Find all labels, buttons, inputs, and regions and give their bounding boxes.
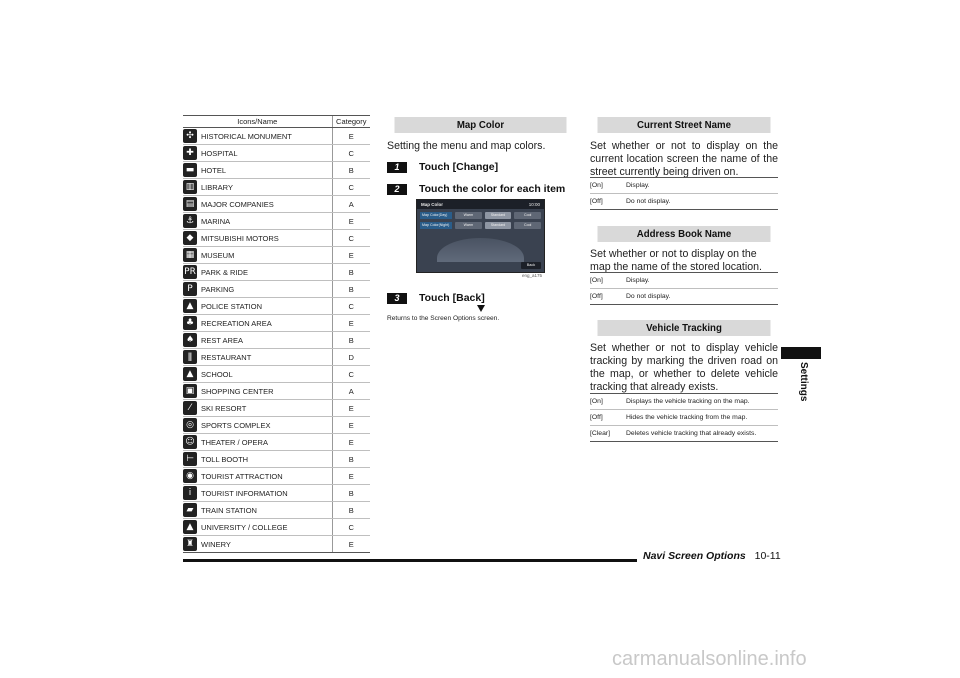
map-color-heading: Map Color bbox=[394, 117, 566, 133]
tourist-information-icon: i bbox=[183, 486, 197, 500]
poi-category: C bbox=[332, 519, 370, 536]
map-color-intro: Setting the menu and map colors. bbox=[387, 140, 546, 152]
historical-monument-icon: ✣ bbox=[183, 129, 197, 143]
poi-name: SPORTS COMPLEX bbox=[199, 417, 332, 434]
icon-cell bbox=[183, 400, 199, 417]
poi-icon-table bbox=[183, 115, 370, 553]
poi-category: E bbox=[332, 128, 370, 145]
tourist-attraction-icon: ◉ bbox=[183, 469, 197, 483]
poi-category: C bbox=[332, 230, 370, 247]
row-label: Map Color(Day) bbox=[420, 212, 452, 219]
icon-cell bbox=[183, 366, 199, 383]
poi-name: MITSUBISHI MOTORS bbox=[199, 230, 332, 247]
poi-category: B bbox=[332, 502, 370, 519]
step-2 bbox=[387, 183, 565, 195]
table-row bbox=[183, 383, 370, 400]
poi-category: E bbox=[332, 247, 370, 264]
poi-category: E bbox=[332, 417, 370, 434]
chapter-tab-marker bbox=[781, 347, 821, 359]
table-row bbox=[183, 434, 370, 451]
option-row bbox=[590, 426, 778, 442]
option-row bbox=[590, 178, 778, 194]
poi-name: WINERY bbox=[199, 536, 332, 553]
step-label: Touch [Change] bbox=[419, 161, 499, 173]
recreation-area-icon: ♣ bbox=[183, 316, 197, 330]
map-color-night-row bbox=[420, 221, 541, 229]
icon-cell bbox=[183, 230, 199, 247]
option-standard: Standard bbox=[485, 222, 512, 229]
poi-category: B bbox=[332, 332, 370, 349]
option-desc: Do not display. bbox=[626, 289, 778, 305]
step-1 bbox=[387, 161, 498, 173]
poi-name: THEATER / OPERA bbox=[199, 434, 332, 451]
map-color-day-row bbox=[420, 211, 541, 219]
step-number: 3 bbox=[387, 293, 407, 304]
parking-icon: P bbox=[183, 282, 197, 296]
table-row bbox=[183, 315, 370, 332]
table-row bbox=[183, 196, 370, 213]
icon-cell bbox=[183, 383, 199, 400]
option-row bbox=[590, 273, 778, 289]
poi-name: HOSPITAL bbox=[199, 145, 332, 162]
table-row bbox=[183, 128, 370, 145]
page-footer bbox=[643, 550, 781, 562]
icon-cell bbox=[183, 332, 199, 349]
header-icons-name: Icons/Name bbox=[183, 116, 332, 128]
chapter-tab bbox=[781, 360, 821, 400]
poi-name: RESTAURANT bbox=[199, 349, 332, 366]
step-number: 1 bbox=[387, 162, 407, 173]
poi-category: B bbox=[332, 485, 370, 502]
vehicle-tracking-options bbox=[590, 393, 778, 442]
poi-category: B bbox=[332, 281, 370, 298]
marina-icon: ⚓ bbox=[183, 214, 197, 228]
option-key: [Off] bbox=[590, 289, 626, 305]
footer-title: Navi Screen Options bbox=[643, 550, 746, 562]
option-key: [Clear] bbox=[590, 426, 626, 442]
poi-name: REST AREA bbox=[199, 332, 332, 349]
poi-name: MARINA bbox=[199, 213, 332, 230]
poi-category: B bbox=[332, 451, 370, 468]
step-number: 2 bbox=[387, 184, 407, 195]
screen-topbar bbox=[417, 200, 544, 209]
table-row bbox=[183, 485, 370, 502]
icon-cell bbox=[183, 213, 199, 230]
icon-cell bbox=[183, 349, 199, 366]
option-row bbox=[590, 194, 778, 210]
option-desc: Display. bbox=[626, 273, 778, 289]
hotel-icon: ▬ bbox=[183, 163, 197, 177]
option-warm: Warm bbox=[455, 212, 482, 219]
table-row bbox=[183, 332, 370, 349]
step-result-note: Returns to the Screen Options screen. bbox=[387, 315, 500, 322]
poi-category: B bbox=[332, 264, 370, 281]
option-desc: Displays the vehicle tracking on the map. bbox=[626, 394, 778, 410]
option-key: [Off] bbox=[590, 194, 626, 210]
icon-cell bbox=[183, 485, 199, 502]
arrow-down-icon bbox=[477, 305, 485, 312]
poi-name: TOURIST INFORMATION bbox=[199, 485, 332, 502]
poi-category: C bbox=[332, 179, 370, 196]
mitsubishi-motors-icon: ◆ bbox=[183, 231, 197, 245]
option-desc: Hides the vehicle tracking from the map. bbox=[626, 410, 778, 426]
current-street-text: Set whether or not to display on the current location screen the name of the street currently being driven on. bbox=[590, 140, 778, 178]
icon-cell bbox=[183, 434, 199, 451]
icon-cell bbox=[183, 519, 199, 536]
table-row bbox=[183, 468, 370, 485]
poi-name: PARKING bbox=[199, 281, 332, 298]
address-book-heading: Address Book Name bbox=[598, 226, 771, 242]
vehicle-tracking-heading: Vehicle Tracking bbox=[598, 320, 771, 336]
vehicle-tracking-text: Set whether or not to display vehicle tracking by marking the driven road on the map, or whether to delete vehicle tracking that already exists. bbox=[590, 342, 778, 393]
option-key: [On] bbox=[590, 178, 626, 194]
poi-name: TOLL BOOTH bbox=[199, 451, 332, 468]
option-standard: Standard bbox=[485, 212, 512, 219]
icon-cell bbox=[183, 179, 199, 196]
option-row bbox=[590, 394, 778, 410]
poi-name: PARK & RIDE bbox=[199, 264, 332, 281]
winery-icon: ♜ bbox=[183, 537, 197, 551]
screen-back-button: Back bbox=[521, 262, 541, 269]
row-label: Map Color(Night) bbox=[420, 222, 452, 229]
step-label: Touch the color for each item bbox=[419, 183, 566, 195]
train-station-icon: ▰ bbox=[183, 503, 197, 517]
shopping-center-icon: ▣ bbox=[183, 384, 197, 398]
icon-cell bbox=[183, 502, 199, 519]
poi-category: D bbox=[332, 349, 370, 366]
option-desc: Display. bbox=[626, 178, 778, 194]
table-row bbox=[183, 451, 370, 468]
current-street-options bbox=[590, 177, 778, 210]
table-row bbox=[183, 247, 370, 264]
table-row bbox=[183, 366, 370, 383]
road-illustration bbox=[437, 238, 524, 262]
poi-category: C bbox=[332, 145, 370, 162]
poi-category: E bbox=[332, 400, 370, 417]
icon-cell bbox=[183, 536, 199, 553]
icon-cell bbox=[183, 247, 199, 264]
poi-name: MAJOR COMPANIES bbox=[199, 196, 332, 213]
screen-title: Map Color bbox=[421, 202, 443, 207]
page-number: 10-11 bbox=[754, 550, 781, 562]
table-row bbox=[183, 281, 370, 298]
address-book-options bbox=[590, 272, 778, 305]
option-desc: Do not display. bbox=[626, 194, 778, 210]
poi-category: C bbox=[332, 366, 370, 383]
option-key: [On] bbox=[590, 273, 626, 289]
poi-category: B bbox=[332, 162, 370, 179]
poi-category: A bbox=[332, 196, 370, 213]
icon-cell bbox=[183, 264, 199, 281]
poi-name: TOURIST ATTRACTION bbox=[199, 468, 332, 485]
map-color-screenshot bbox=[416, 199, 545, 273]
table-row bbox=[183, 145, 370, 162]
poi-name: SKI RESORT bbox=[199, 400, 332, 417]
sports-complex-icon: ◎ bbox=[183, 418, 197, 432]
restaurant-icon: ǁ bbox=[183, 350, 197, 364]
option-key: [On] bbox=[590, 394, 626, 410]
address-book-text: Set whether or not to display on the map the name of the stored location. bbox=[590, 248, 762, 273]
option-row bbox=[590, 410, 778, 426]
icon-cell bbox=[183, 128, 199, 145]
library-icon: ▥ bbox=[183, 180, 197, 194]
poi-name: HOTEL bbox=[199, 162, 332, 179]
icon-cell bbox=[183, 451, 199, 468]
poi-name: SHOPPING CENTER bbox=[199, 383, 332, 400]
poi-name: LIBRARY bbox=[199, 179, 332, 196]
option-row bbox=[590, 289, 778, 305]
icon-cell bbox=[183, 468, 199, 485]
table-row bbox=[183, 298, 370, 315]
option-key: [Off] bbox=[590, 410, 626, 426]
screen-clock: 10:00 bbox=[528, 202, 540, 207]
rest-area-icon: ♠ bbox=[183, 333, 197, 347]
poi-category: E bbox=[332, 213, 370, 230]
step-3 bbox=[387, 292, 485, 304]
poi-name: TRAIN STATION bbox=[199, 502, 332, 519]
icon-cell bbox=[183, 315, 199, 332]
theater-opera-icon: ☺ bbox=[183, 435, 197, 449]
poi-name: HISTORICAL MONUMENT bbox=[199, 128, 332, 145]
table-header bbox=[183, 116, 370, 128]
table-row bbox=[183, 417, 370, 434]
table-row bbox=[183, 162, 370, 179]
poi-category: E bbox=[332, 434, 370, 451]
poi-name: POLICE STATION bbox=[199, 298, 332, 315]
ski-resort-icon: ⁄ bbox=[183, 401, 197, 415]
poi-name: UNIVERSITY / COLLEGE bbox=[199, 519, 332, 536]
poi-category: A bbox=[332, 383, 370, 400]
option-cool: Cool bbox=[514, 222, 541, 229]
header-category: Category bbox=[332, 116, 370, 128]
police-station-icon: ▲ bbox=[183, 299, 197, 313]
hospital-icon: ✚ bbox=[183, 146, 197, 160]
option-desc: Deletes vehicle tracking that already exists. bbox=[626, 426, 778, 442]
icon-cell bbox=[183, 145, 199, 162]
museum-icon: ▦ bbox=[183, 248, 197, 262]
icon-cell bbox=[183, 417, 199, 434]
icon-cell bbox=[183, 298, 199, 315]
icon-cell bbox=[183, 162, 199, 179]
poi-name: MUSEUM bbox=[199, 247, 332, 264]
table-row bbox=[183, 179, 370, 196]
table-row bbox=[183, 400, 370, 417]
poi-category: E bbox=[332, 468, 370, 485]
university-college-icon: ▲ bbox=[183, 520, 197, 534]
table-row bbox=[183, 519, 370, 536]
table-row bbox=[183, 213, 370, 230]
icon-cell bbox=[183, 196, 199, 213]
school-icon: ▲ bbox=[183, 367, 197, 381]
table-row bbox=[183, 230, 370, 247]
table-row bbox=[183, 536, 370, 553]
table-row bbox=[183, 264, 370, 281]
icon-cell bbox=[183, 281, 199, 298]
poi-category: C bbox=[332, 298, 370, 315]
option-warm: Warm bbox=[455, 222, 482, 229]
table-row bbox=[183, 502, 370, 519]
option-cool: Cool bbox=[514, 212, 541, 219]
park-and-ride-icon: PR bbox=[184, 267, 196, 277]
poi-name: SCHOOL bbox=[199, 366, 332, 383]
poi-name: RECREATION AREA bbox=[199, 315, 332, 332]
footer-rule bbox=[183, 559, 637, 562]
table-row bbox=[183, 349, 370, 366]
watermark: carmanualsonline.info bbox=[612, 648, 807, 670]
major-companies-icon: ▤ bbox=[183, 197, 197, 211]
toll-booth-icon: ⊢ bbox=[183, 452, 197, 466]
chapter-tab-label: Settings bbox=[798, 362, 809, 402]
current-street-heading: Current Street Name bbox=[598, 117, 771, 133]
image-caption: eng_a175 bbox=[522, 273, 543, 278]
poi-category: E bbox=[332, 536, 370, 553]
step-label: Touch [Back] bbox=[419, 292, 485, 304]
poi-category: E bbox=[332, 315, 370, 332]
